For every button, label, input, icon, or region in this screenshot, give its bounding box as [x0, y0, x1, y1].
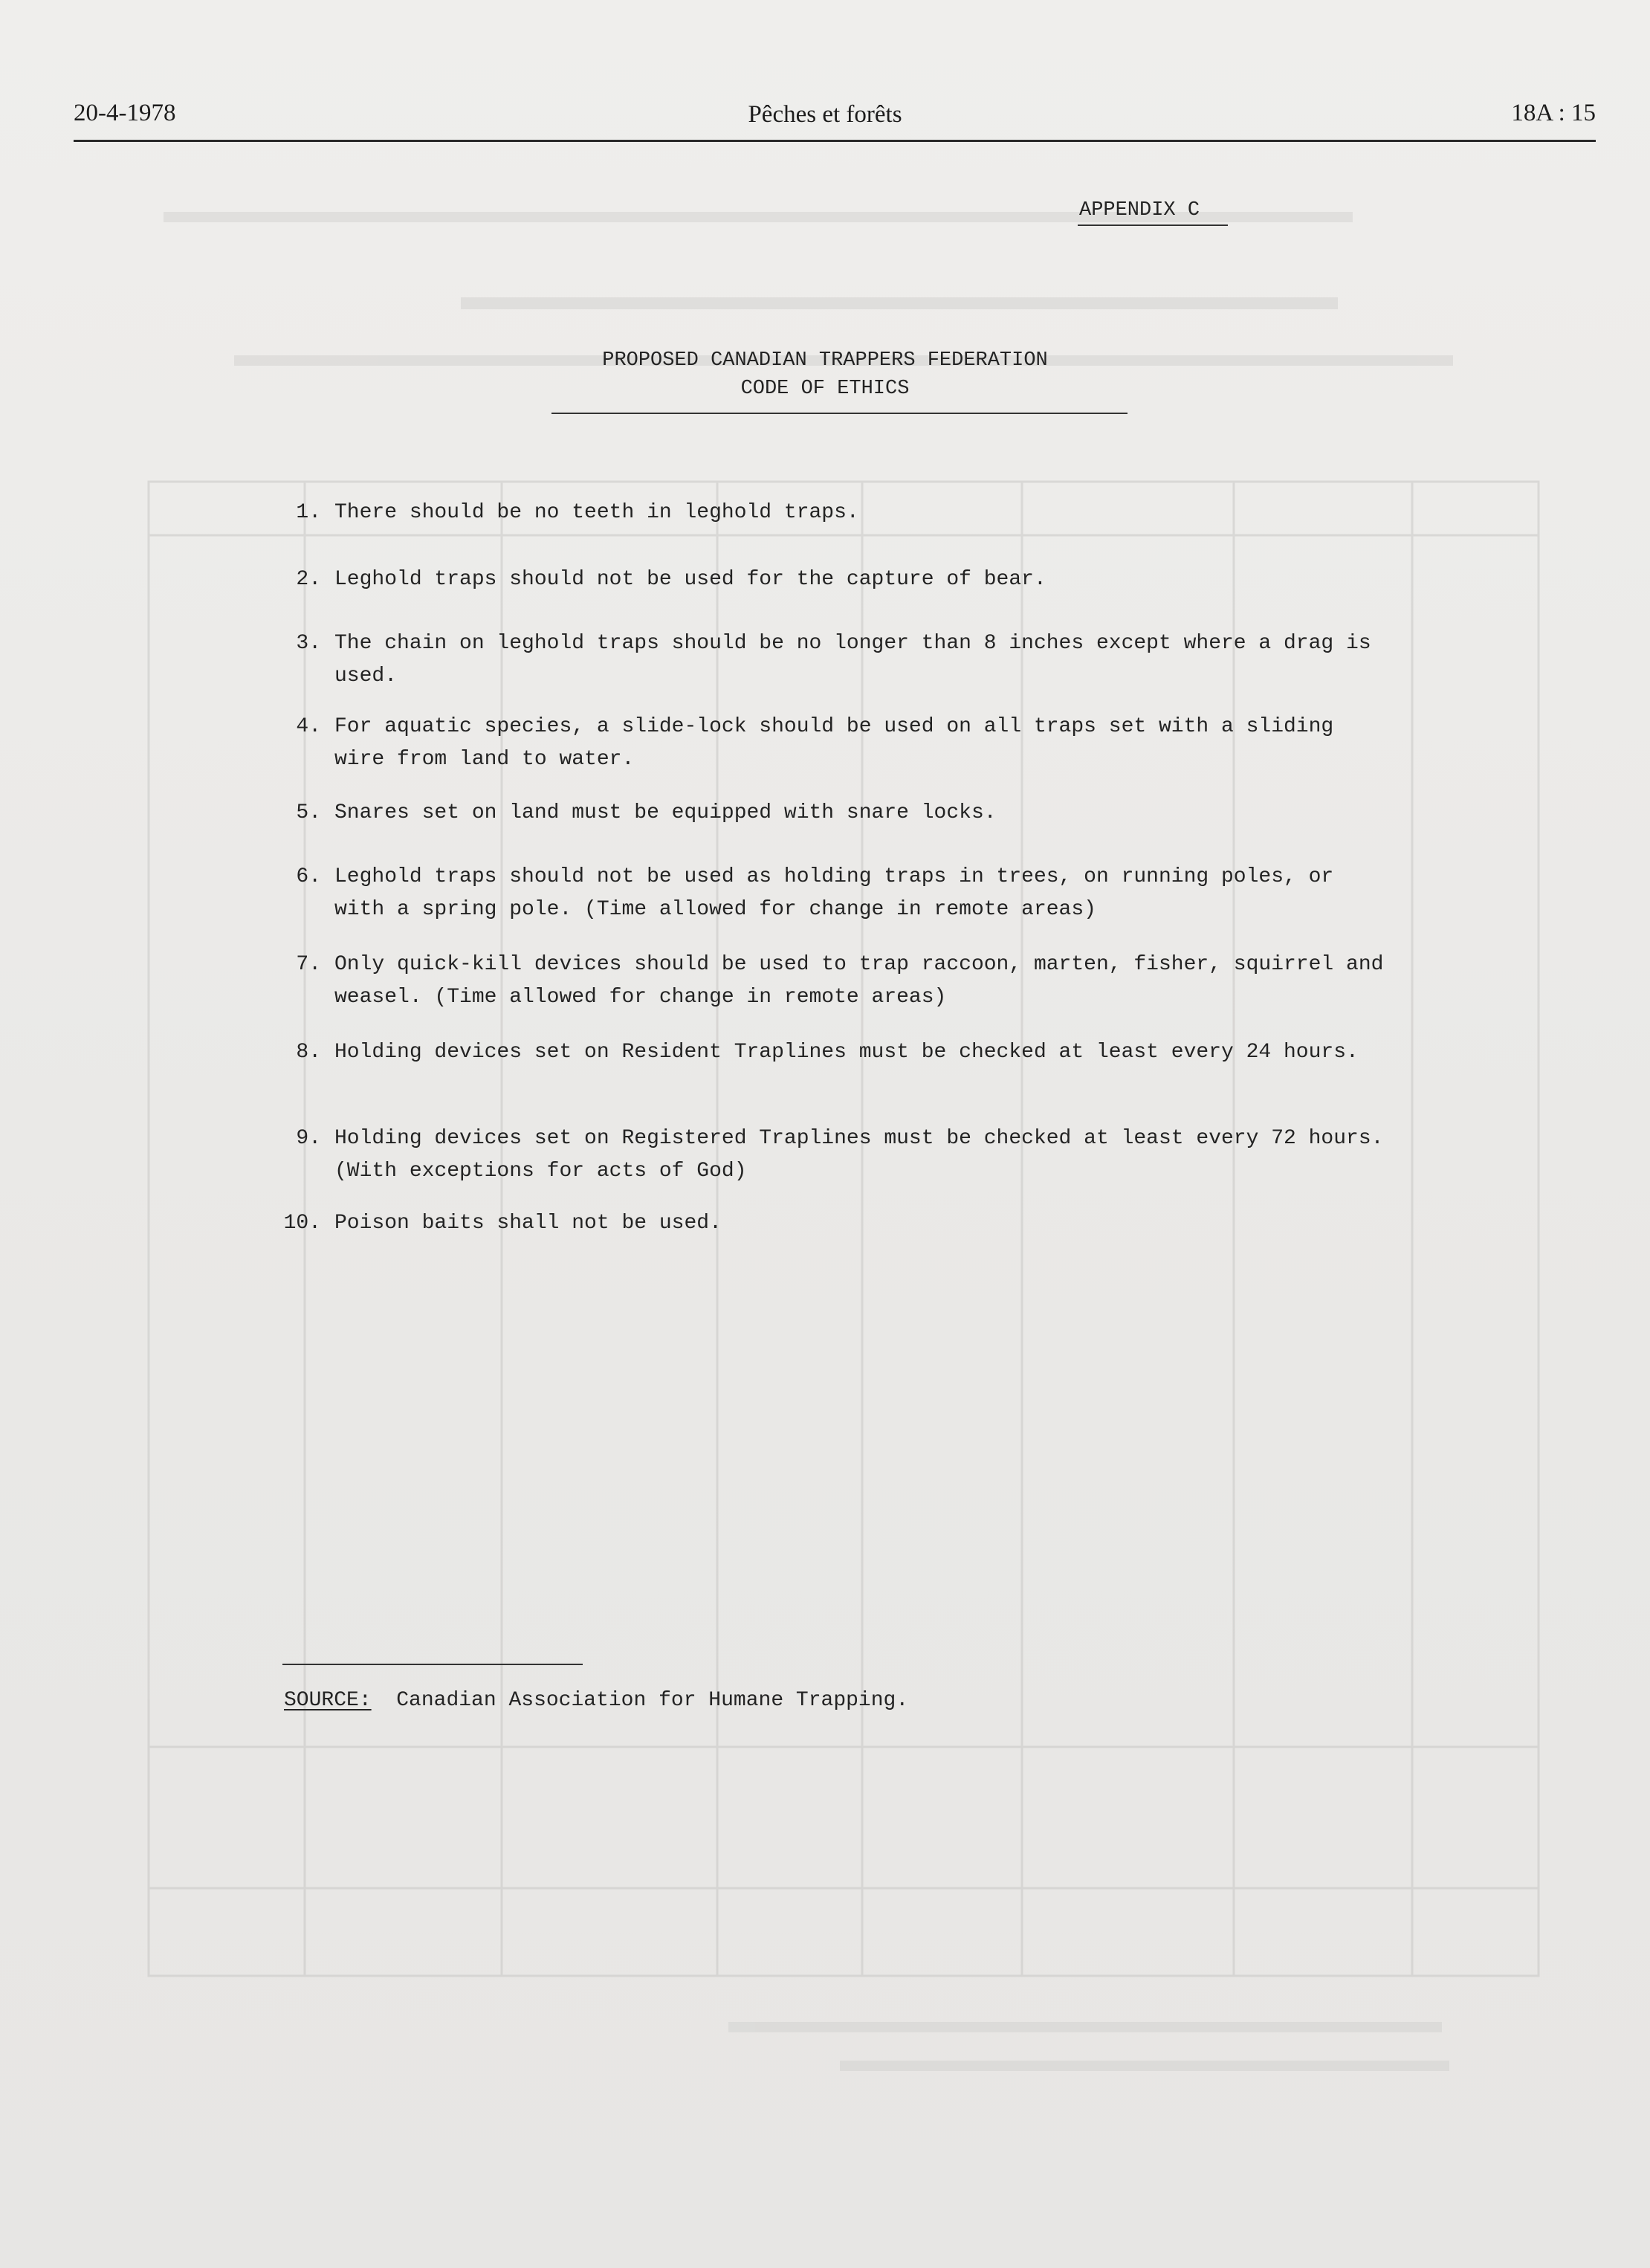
header-rule — [74, 140, 1596, 142]
item-text: For aquatic species, a slide-lock should be used on all traps set with a sliding wire from land to water. — [334, 715, 1334, 771]
item-text: There should be no teeth in leghold traps. — [334, 501, 859, 524]
document-title-line-1: PROPOSED CANADIAN TRAPPERS FEDERATION — [602, 349, 1048, 372]
item-text: Holding devices set on Resident Traplines must be checked at least every 24 hours. — [334, 1041, 1359, 1064]
header-page-number: 18A : 15 — [1511, 100, 1596, 126]
header-date: 20-4-1978 — [74, 100, 176, 126]
header-title: Pêches et forêts — [748, 101, 902, 128]
item-text: Holding devices set on Registered Traplines must be checked at least every 72 hours. (With exceptions for acts of God) — [334, 1127, 1384, 1183]
item-number: 4. — [296, 715, 321, 738]
item-text: Only quick-kill devices should be used to trap raccoon, marten, fisher, squirrel and weasel. (Time allowed for change in remote areas) — [334, 953, 1384, 1009]
title-underline — [551, 413, 1128, 414]
item-text: Leghold traps should not be used for the capture of bear. — [334, 568, 1046, 591]
item-number: 7. — [296, 953, 321, 976]
item-number: 6. — [296, 865, 321, 888]
source-note — [284, 1689, 908, 1712]
appendix-underline — [1078, 224, 1228, 226]
source-label: SOURCE: — [284, 1689, 372, 1712]
item-text: Snares set on land must be equipped with snare locks. — [334, 801, 997, 824]
document-title — [543, 346, 1107, 403]
item-number: 2. — [296, 568, 321, 591]
document-title-line-2: CODE OF ETHICS — [740, 378, 910, 400]
item-number: 5. — [296, 801, 321, 824]
item-number: 8. — [296, 1041, 321, 1064]
item-number: 3. — [296, 632, 321, 655]
item-number: 10. — [283, 1212, 321, 1235]
source-separator — [282, 1664, 583, 1665]
item-number: 9. — [296, 1127, 321, 1150]
appendix-label: APPENDIX C — [1079, 199, 1200, 222]
item-number: 1. — [296, 501, 321, 524]
item-text: The chain on leghold traps should be no longer than 8 inches except where a drag is used. — [334, 632, 1371, 688]
item-text: Poison baits shall not be used. — [334, 1212, 722, 1235]
item-text: Leghold traps should not be used as holding traps in trees, on running poles, or with a spring pole. (Time allowed for change in remote areas) — [334, 865, 1334, 921]
source-text: Canadian Association for Humane Trapping. — [396, 1689, 909, 1712]
